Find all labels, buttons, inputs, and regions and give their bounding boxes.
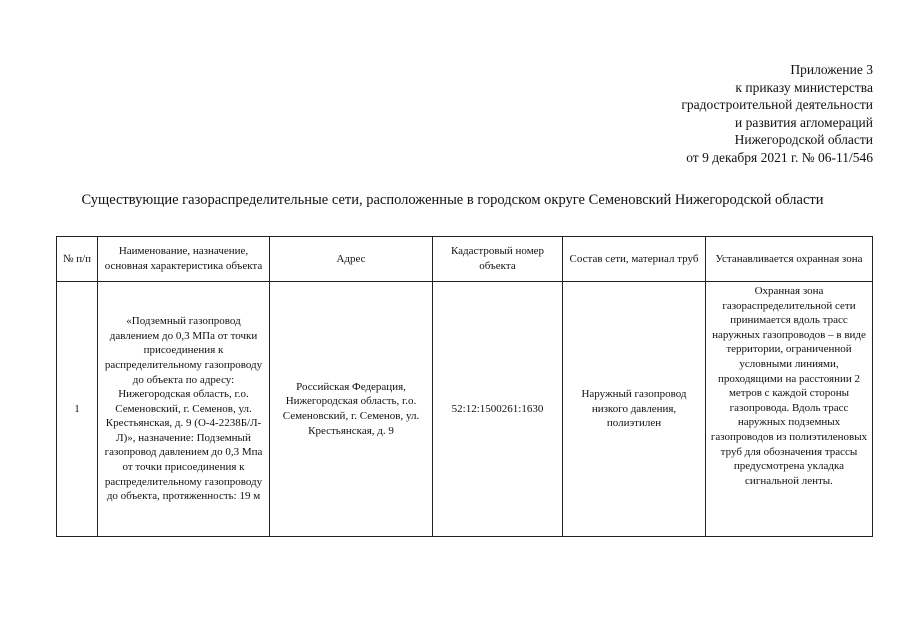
- document-title: Существующие газораспределительные сети, расположенные в городском округе Семеновский Нижегородской области: [81, 192, 824, 208]
- cell-zone: [706, 282, 873, 537]
- cell-number: [57, 282, 98, 537]
- header-name: [98, 237, 270, 282]
- appendix-line: Приложение 3: [790, 62, 873, 77]
- header-address: [270, 237, 433, 282]
- cadastral-number: 52:12:1500261:1630: [451, 402, 544, 415]
- header-composition-label: Состав сети, материал труб: [569, 252, 699, 265]
- gas-network-table: [56, 236, 873, 537]
- header-number: [57, 237, 98, 282]
- object-address: Российская Федерация, Нижегородская область, г.о. Семеновский, г. Семенов, ул. Крестьянская, д. 9: [282, 380, 420, 437]
- appendix-line: от 9 декабря 2021 г. № 06-11/546: [686, 149, 873, 165]
- table-header-row: [57, 237, 873, 282]
- protection-zone: Охранная зона газораспределительной сети принимается вдоль трасс наружных газопроводов – в виде территории, ограниченной условными линиями, проходящими на расстоянии 2 метров с каждой стороны газопровода. Вдоль трасс наружных подземных газопроводов из полиэтиленовых труб для обозначения трассы предусмотрена укладка сигнальной ленты.: [710, 285, 868, 487]
- header-number-label: № п/п: [62, 252, 92, 265]
- object-name: «Подземный газопровод давлением до 0,3 МПа от точки присоединения к распределительному газопроводу до объекта по адресу: Нижегородская область, г.о. Семеновский, г. Семенов, ул. Крестьянская, д. 9 (О-4-2238Б/Л-Л)», назначение: Подземный газопровод давлением до 0,3 Мпа от точки присоединения к распределительному газопроводу до объекта, протяженность: 19 м: [104, 315, 263, 503]
- appendix-line: к приказу министерства: [735, 79, 873, 95]
- table-row: [57, 282, 873, 537]
- cell-name: [98, 282, 270, 537]
- cell-composition: [563, 282, 706, 537]
- cell-address: [270, 282, 433, 537]
- header-cadastral: [433, 237, 563, 282]
- header-address-label: Адрес: [336, 252, 366, 265]
- header-zone: [706, 237, 873, 282]
- cell-cadastral: [433, 282, 563, 537]
- header-composition: [563, 237, 706, 282]
- appendix-line: и развития агломераций: [734, 114, 873, 130]
- header-name-label: Наименование, назначение, основная характеристика объекта: [104, 245, 263, 272]
- appendix-header: [681, 61, 873, 167]
- row-number: 1: [74, 402, 80, 415]
- header-zone-label: Устанавливается охранная зона: [715, 252, 863, 265]
- network-composition: Наружный газопровод низкого давления, полиэтилен: [581, 388, 687, 430]
- appendix-line: Нижегородской области: [734, 132, 873, 148]
- header-cadastral-label: Кадастровый номер объекта: [450, 245, 545, 272]
- appendix-line: градостроительной деятельности: [681, 97, 873, 113]
